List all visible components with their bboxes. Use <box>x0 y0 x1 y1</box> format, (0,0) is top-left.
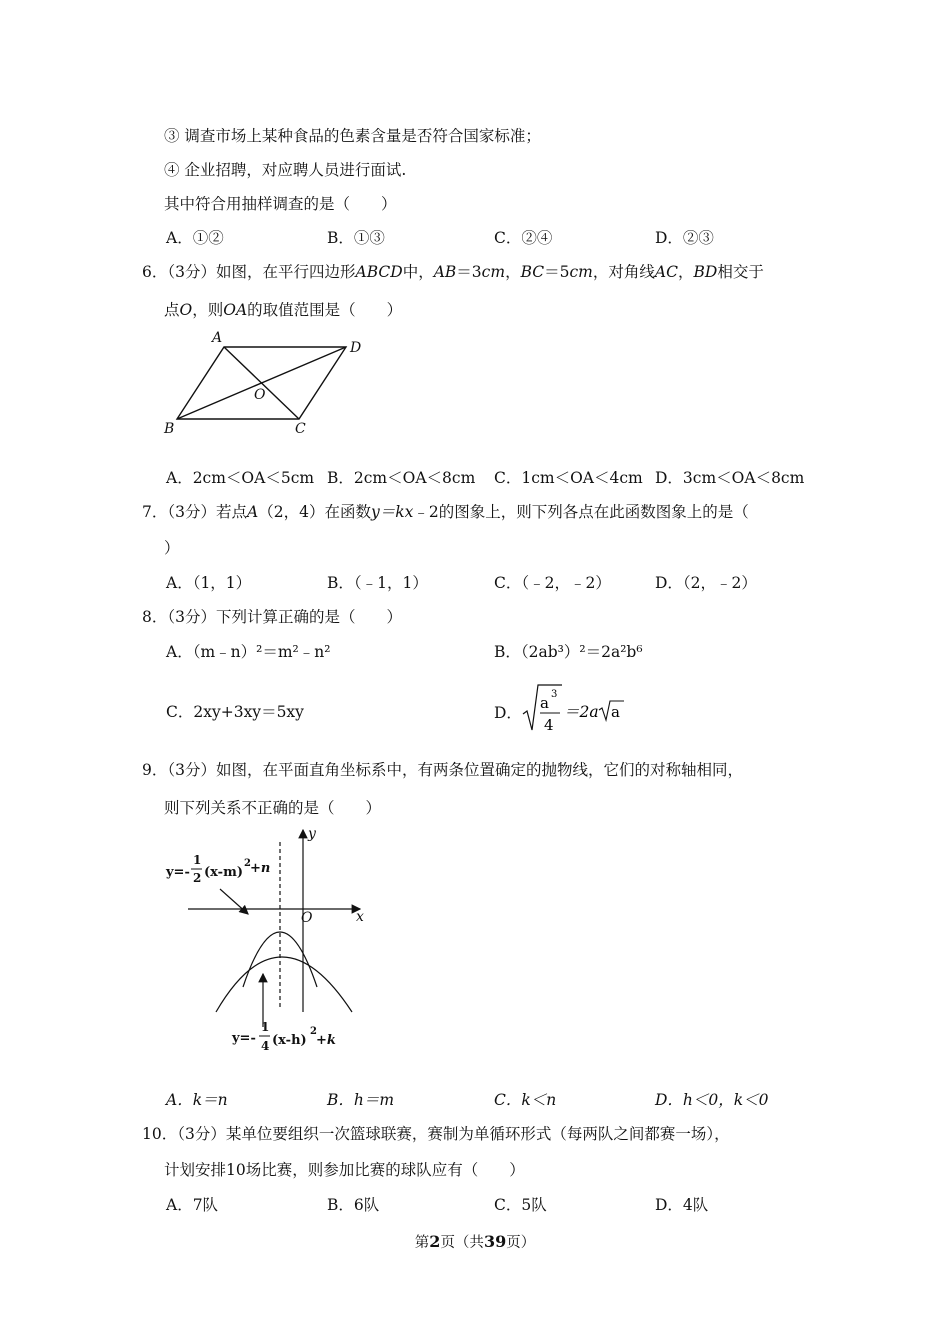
q10-option-a: A．7队 <box>166 1196 219 1214</box>
q9-parabola-figure <box>160 822 380 1064</box>
q7-point: （2，4） <box>258 503 325 521</box>
q6-option-b: B．2cm＜OA＜8cm <box>327 469 476 487</box>
q7-score: （3分） <box>167 503 216 521</box>
q6-o: O <box>179 301 193 319</box>
page-footer <box>0 1231 950 1252</box>
q6-text: 点 <box>164 301 180 319</box>
footer-text: 第 <box>414 1235 430 1251</box>
y-axis-label: y <box>308 826 316 842</box>
q6-ac: AC <box>654 263 678 281</box>
diagonal-bd <box>177 347 346 419</box>
q6-ab-value: ＝3 <box>456 263 482 281</box>
q6-oa: OA <box>223 301 248 319</box>
q6-text: 中， <box>402 263 434 281</box>
q8-option-d-prefix: D． <box>494 704 522 722</box>
eq2-tail: +k <box>316 1033 336 1048</box>
q6-unit: cm <box>569 263 593 281</box>
frac-exponent: 3 <box>551 689 558 700</box>
q7-option-b: B．（﹣1，1） <box>327 574 428 592</box>
q7-option-a: A．（1，1） <box>166 574 252 592</box>
label-b: B <box>164 421 175 437</box>
q8-option-a: A．（m﹣n）²＝m²﹣n² <box>166 643 331 661</box>
eq2-lhs: y=- <box>232 1031 256 1046</box>
q6-line-2 <box>164 300 402 320</box>
q10-option-b: B．6队 <box>327 1196 380 1214</box>
q5-item-4: ④ 企业招聘，对应聘人员进行面试. <box>164 161 407 179</box>
x-axis-label: x <box>356 909 364 925</box>
q8-stem: 下列计算正确的是（ ） <box>216 608 403 626</box>
q10-line-2: 计划安排10场比赛，则参加比赛的球队应有（ ） <box>164 1161 525 1179</box>
q6-ab: AB <box>433 263 457 281</box>
q9-option-a: A．k＝n <box>166 1091 228 1109</box>
q7-point-label: A <box>247 503 259 521</box>
q6-text: ，对角线 <box>592 263 655 281</box>
q9-score: （3分） <box>167 761 216 779</box>
q6-text: 相交于 <box>717 263 764 281</box>
q7-line-2: ） <box>164 539 180 557</box>
q8-number: 8． <box>142 608 168 626</box>
q6-option-c: C．1cm＜OA＜4cm <box>494 469 643 487</box>
q10-number: 10． <box>142 1125 178 1143</box>
q5-option-c: C．②④ <box>494 229 553 247</box>
footer-total-pages: 39 <box>483 1232 507 1251</box>
eq1-exponent: 2 <box>244 858 251 869</box>
eq2-numerator: 1 <box>261 1020 270 1034</box>
q7-text: 若点 <box>216 503 248 521</box>
frac-denominator: 4 <box>544 716 554 734</box>
q5-option-b: B．①③ <box>327 229 385 247</box>
q8-option-c: C．2xy+3xy＝5xy <box>166 703 304 721</box>
q6-bc-value: ＝5 <box>544 263 570 281</box>
q5-option-a: A．①② <box>166 229 224 247</box>
q7-option-c: C．（﹣2，﹣2） <box>494 574 611 592</box>
q8-score: （3分） <box>167 608 216 626</box>
q7-number: 7． <box>142 503 168 521</box>
q7-function: y＝kx <box>370 503 414 521</box>
eq2-exponent: 2 <box>310 1026 317 1037</box>
label-d: D <box>350 340 362 356</box>
rhs: ＝2a <box>564 703 599 721</box>
q6-text: ，则 <box>192 301 224 319</box>
q6-sep: ， <box>505 263 521 281</box>
q9-line-2: 则下列关系不正确的是（ ） <box>164 799 382 817</box>
q6-number: 6． <box>142 263 168 281</box>
q5-option-d: D．②③ <box>655 229 714 247</box>
q7-function-rest: ﹣2 <box>413 503 439 521</box>
q7-text: 的图象上，则下列各点在此函数图象上的是（ <box>438 503 749 521</box>
eq2-denominator: 4 <box>261 1039 270 1053</box>
q8-line-1 <box>142 607 402 627</box>
q9-option-d: D．h＜0，k＜0 <box>655 1091 769 1109</box>
q9-option-c: C．k＜n <box>494 1091 557 1109</box>
q10-text: 某单位要组织一次篮球联赛，赛制为单循环形式（每两队之间都赛一场）， <box>225 1125 730 1143</box>
q10-option-c: C．5队 <box>494 1196 547 1214</box>
q9-option-b: B．h＝m <box>327 1091 395 1109</box>
q8-option-b: B．（2ab³）²＝2a²b⁶ <box>494 643 643 661</box>
footer-page-number: 2 <box>429 1232 441 1251</box>
label-a: A <box>212 330 223 346</box>
parabola-lower <box>216 957 352 1012</box>
arrow-to-upper <box>220 889 248 914</box>
q10-line-1 <box>142 1124 730 1144</box>
q5-item-3: ③ 调查市场上某种食品的色素含量是否符合国家标准； <box>164 127 541 145</box>
q6-option-d: D．3cm＜OA＜8cm <box>655 469 805 487</box>
eq2-body: (x-h) <box>272 1033 307 1048</box>
eq1-numerator: 1 <box>193 853 202 867</box>
q10-option-d: D．4队 <box>655 1196 709 1214</box>
q7-line-1 <box>142 502 749 522</box>
q6-text: 如图，在平行四边形 <box>216 263 356 281</box>
q6-text: 的取值范围是（ ） <box>247 301 403 319</box>
q5-stem: 其中符合用抽样调查的是（ ） <box>164 195 397 213</box>
q10-score: （3分） <box>177 1125 226 1143</box>
q6-bd: BD <box>693 263 718 281</box>
q6-line-1 <box>142 262 764 282</box>
q6-option-a: A．2cm＜OA＜5cm <box>166 469 315 487</box>
eq1-denominator: 2 <box>193 871 202 885</box>
q7-text: 在函数 <box>324 503 371 521</box>
q6-bc: BC <box>520 263 545 281</box>
label-o: O <box>254 387 266 403</box>
q9-number: 9． <box>142 761 168 779</box>
q8-option-d-formula <box>520 680 630 738</box>
eq1-body: (x-m) <box>204 865 243 880</box>
footer-text: 页） <box>506 1235 536 1251</box>
q6-score: （3分） <box>167 263 216 281</box>
q9-line-1 <box>142 760 743 780</box>
q7-option-d: D．（2，﹣2） <box>655 574 757 592</box>
eq1-tail: +n <box>250 861 271 876</box>
label-c: C <box>295 421 306 437</box>
q6-parallelogram-figure <box>158 326 378 440</box>
footer-text: 页（共 <box>440 1235 484 1251</box>
origin-label: O <box>301 910 313 926</box>
eq1-lhs: y=- <box>166 865 190 880</box>
q6-unit: cm <box>481 263 506 281</box>
q9-text: 如图，在平面直角坐标系中，有两条位置确定的抛物线，它们的对称轴相同， <box>216 761 744 779</box>
radicand: a <box>611 703 620 721</box>
frac-numerator: a <box>540 694 549 712</box>
q6-abcd: ABCD <box>355 263 403 281</box>
q6-sep: ， <box>677 263 694 281</box>
